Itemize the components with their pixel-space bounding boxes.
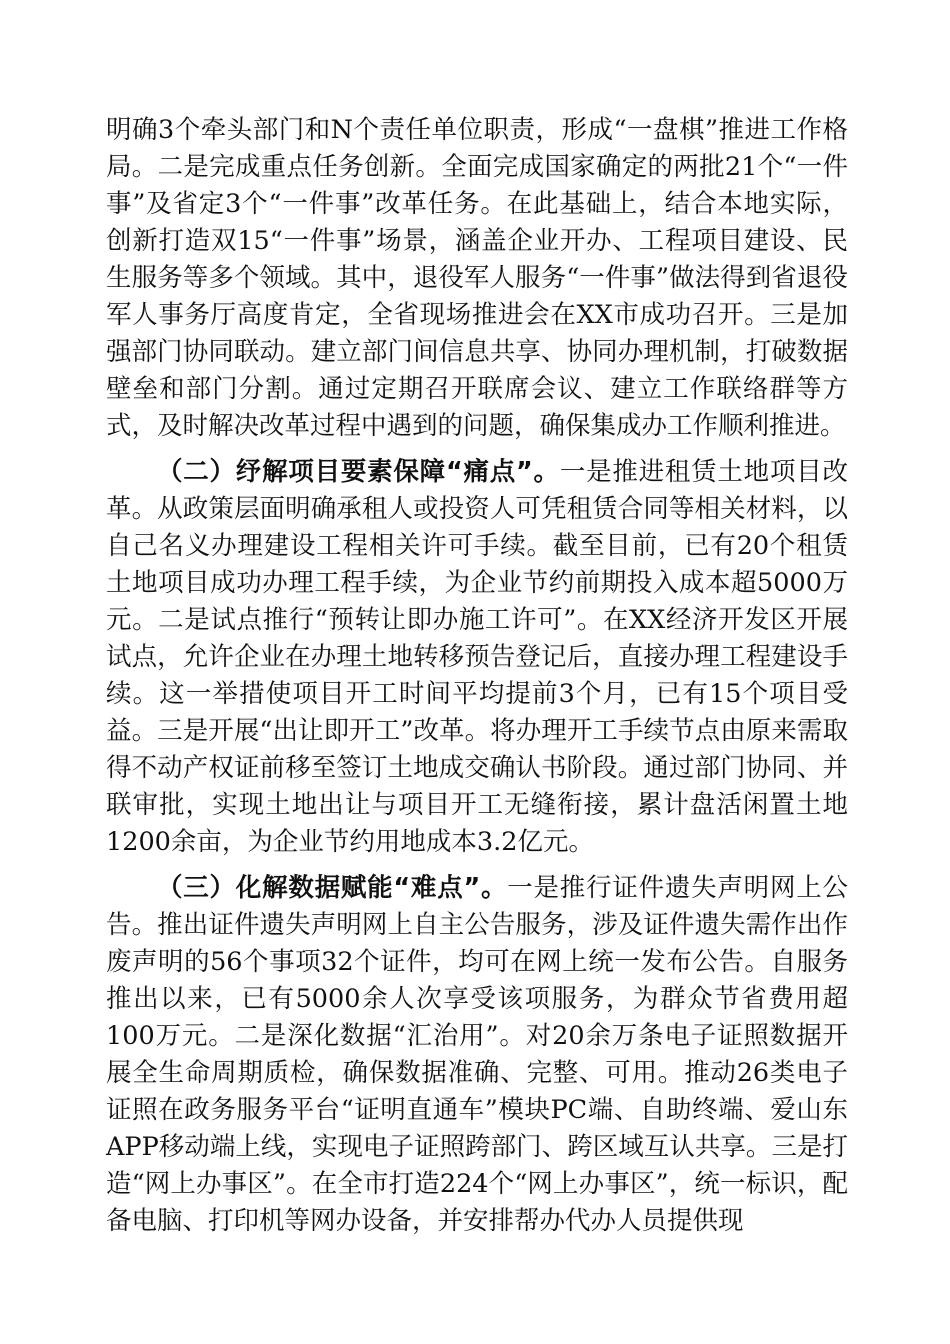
paragraph-3 bbox=[106, 870, 848, 1240]
paragraph-2-text: 一是推进租赁土地项目改革。从政策层面明确承租人或投资人可凭租赁合同等相关材料，以自己名义办理建设工程相关许可手续。截至目前，已有20个租赁土地项目成功办理工程手续，为企业节约前期投入成本超5000万元。二是试点推行“预转让即办施工许可”。在XX经济开发区开展试点，允许企业在办理土地转移预告登记后，直接办理工程建设手续。这一举措使项目开工时间平均提前3个月，已有15个项目受益。三是开展“出让即开工”改革。将办理开工手续节点由原来需取得不动产权证前移至签订土地成交确认书阶段。通过部门协同、并联审批，实现土地出让与项目开工无缝衔接，累计盘活闲置土地1200余亩，为企业节约用地成本3.2亿元。 bbox=[106, 457, 848, 857]
paragraph-2 bbox=[106, 454, 848, 861]
document-body bbox=[106, 112, 848, 1249]
paragraph-1 bbox=[106, 112, 848, 445]
paragraph-1-text: 明确3个牵头部门和N个责任单位职责，形成“一盘棋”推进工作格局。二是完成重点任务创新。全面完成国家确定的两批21个“一件事”及省定3个“一件事”改革任务。在此基础上，结合本地实际，创新打造双15“一件事”场景，涵盖企业开办、工程项目建设、民生服务等多个领域。其中，退役军人服务“一件事”做法得到省退役军人事务厅高度肯定，全省现场推进会在XX市成功召开。三是加强部门协同联动。建立部门间信息共享、协同办理机制，打破数据壁垒和部门分割。通过定期召开联席会议、建立工作联络群等方式，及时解决改革过程中遇到的问题，确保集成办工作顺利推进。 bbox=[106, 115, 848, 441]
section-heading-3: （三）化解数据赋能“难点”。 bbox=[157, 873, 508, 903]
paragraph-3-text: 一是推行证件遗失声明网上公告。推出证件遗失声明网上自主公告服务，涉及证件遗失需作出作废声明的56个事项32个证件，均可在网上统一发布公告。自服务推出以来，已有5000余人次享受该项服务，为群众节省费用超100万元。二是深化数据“汇治用”。对20余万条电子证照数据开展全生命周期质检，确保数据准确、完整、可用。推动26类电子证照在政务服务平台“证明直通车”模块PC端、自助终端、爱山东APP移动端上线，实现电子证照跨部门、跨区域互认共享。三是打造“网上办事区”。在全市打造224个“网上办事区”，统一标识，配备电脑、打印机等网办设备，并安排帮办代办人员提供现 bbox=[106, 873, 848, 1236]
section-heading-2: （二）纾解项目要素保障“痛点”。 bbox=[157, 457, 560, 487]
